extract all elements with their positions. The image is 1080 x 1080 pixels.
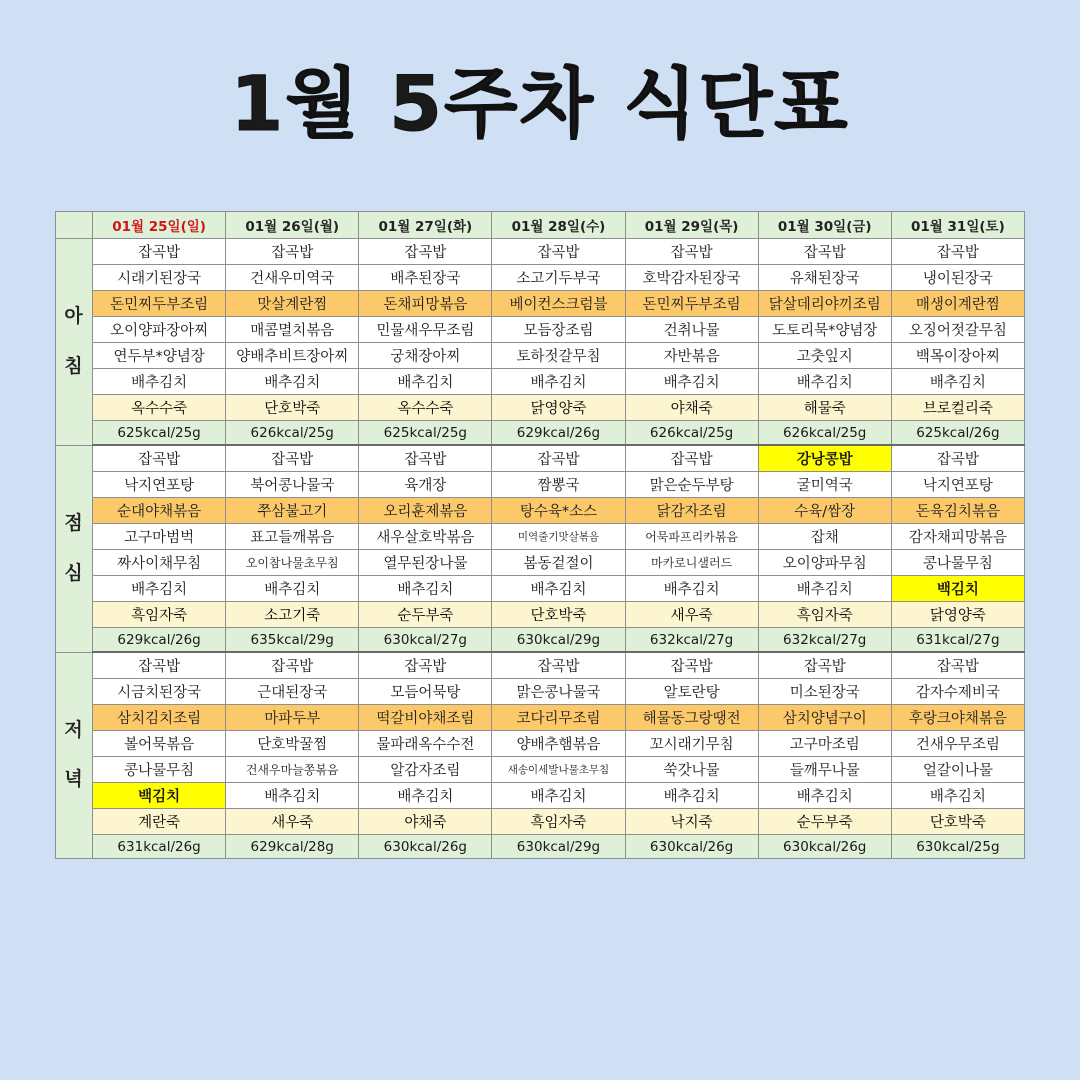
- meal-label-3: 저 녁: [56, 652, 93, 859]
- menu-cell: 오리훈제볶음: [359, 498, 492, 524]
- table-row: [56, 652, 1025, 679]
- table-row: [56, 576, 1025, 602]
- menu-cell: 돈채피망볶음: [359, 291, 492, 317]
- menu-cell: 배추김치: [492, 576, 625, 602]
- menu-cell: 순대야채볶음: [93, 498, 226, 524]
- menu-cell: 흑임자죽: [492, 809, 625, 835]
- menu-cell: 626kcal/25g: [758, 421, 891, 446]
- menu-cell: 배추김치: [93, 369, 226, 395]
- menu-cell: 옥수수죽: [93, 395, 226, 421]
- menu-cell: 닭감자조림: [625, 498, 758, 524]
- menu-cell: 629kcal/26g: [93, 628, 226, 653]
- menu-cell: 근대된장국: [226, 679, 359, 705]
- menu-cell: 잡곡밥: [226, 652, 359, 679]
- menu-cell: 시래기된장국: [93, 265, 226, 291]
- table-row: [56, 705, 1025, 731]
- menu-cell: 미역줄기맛살볶음: [492, 524, 625, 550]
- menu-cell: 순두부죽: [758, 809, 891, 835]
- menu-cell: 단호박죽: [492, 602, 625, 628]
- menu-cell: 해물죽: [758, 395, 891, 421]
- menu-cell: 북어콩나물국: [226, 472, 359, 498]
- menu-cell: 630kcal/29g: [492, 628, 625, 653]
- table-row: [56, 731, 1025, 757]
- menu-cell: 새우죽: [226, 809, 359, 835]
- menu-cell: 마카로니샐러드: [625, 550, 758, 576]
- table-row: [56, 291, 1025, 317]
- table-row: [56, 472, 1025, 498]
- menu-cell: 닭살데리야끼조림: [758, 291, 891, 317]
- menu-cell: 배추김치: [226, 783, 359, 809]
- menu-cell: 배추김치: [492, 783, 625, 809]
- menu-cell: 630kcal/26g: [359, 835, 492, 859]
- menu-cell: 630kcal/29g: [492, 835, 625, 859]
- menu-cell: 코다리무조림: [492, 705, 625, 731]
- menu-cell: 양배추비트장아찌: [226, 343, 359, 369]
- table-row: [56, 550, 1025, 576]
- meal-label-2: 점 심: [56, 445, 93, 652]
- menu-cell: 후랑크야채볶음: [891, 705, 1024, 731]
- menu-cell: 배추김치: [758, 369, 891, 395]
- menu-cell: 굴미역국: [758, 472, 891, 498]
- menu-cell: 모듬어묵탕: [359, 679, 492, 705]
- menu-cell: 새우죽: [625, 602, 758, 628]
- menu-cell: 배추김치: [891, 369, 1024, 395]
- table-row: [56, 343, 1025, 369]
- menu-cell: 건새우미역국: [226, 265, 359, 291]
- menu-cell: 잡곡밥: [226, 445, 359, 472]
- menu-cell: 631kcal/26g: [93, 835, 226, 859]
- menu-cell: 잡곡밥: [891, 445, 1024, 472]
- menu-table-wrap: [55, 211, 1025, 859]
- menu-cell: 열무된장나물: [359, 550, 492, 576]
- menu-cell: 얼갈이나물: [891, 757, 1024, 783]
- header-day-6: 01월 30일(금): [758, 212, 891, 239]
- table-row: [56, 421, 1025, 446]
- menu-cell: 삼치양념구이: [758, 705, 891, 731]
- menu-cell: 625kcal/25g: [359, 421, 492, 446]
- weekly-menu-table: [55, 211, 1025, 859]
- menu-cell: 잡곡밥: [492, 239, 625, 265]
- menu-cell: 해물동그랑땡전: [625, 705, 758, 731]
- table-row: [56, 679, 1025, 705]
- menu-cell: 시금치된장국: [93, 679, 226, 705]
- menu-cell: 배추김치: [226, 576, 359, 602]
- menu-cell: 연두부*양념장: [93, 343, 226, 369]
- menu-cell: 감자채피망볶음: [891, 524, 1024, 550]
- menu-cell: 돈육김치볶음: [891, 498, 1024, 524]
- menu-cell: 브로컬리죽: [891, 395, 1024, 421]
- menu-cell: 매생이계란찜: [891, 291, 1024, 317]
- menu-cell: 순두부죽: [359, 602, 492, 628]
- menu-cell: 강낭콩밥: [758, 445, 891, 472]
- header-corner: [56, 212, 93, 239]
- menu-cell: 닭영양죽: [891, 602, 1024, 628]
- page-title: 1월 5주차 식단표: [230, 59, 850, 148]
- header-day-4: 01월 28일(수): [492, 212, 625, 239]
- menu-cell: 유채된장국: [758, 265, 891, 291]
- menu-cell: 632kcal/27g: [625, 628, 758, 653]
- menu-cell: 민물새우무조림: [359, 317, 492, 343]
- menu-cell: 맑은순두부탕: [625, 472, 758, 498]
- menu-cell: 잡곡밥: [359, 239, 492, 265]
- menu-cell: 소고기죽: [226, 602, 359, 628]
- menu-cell: 625kcal/25g: [93, 421, 226, 446]
- menu-cell: 백김치: [891, 576, 1024, 602]
- menu-cell: 흑임자죽: [93, 602, 226, 628]
- menu-cell: 계란죽: [93, 809, 226, 835]
- menu-cell: 표고들깨볶음: [226, 524, 359, 550]
- menu-cell: 배추김치: [359, 783, 492, 809]
- menu-cell: 오징어젓갈무침: [891, 317, 1024, 343]
- menu-cell: 잡곡밥: [226, 239, 359, 265]
- menu-cell: 알토란탕: [625, 679, 758, 705]
- menu-cell: 건새우마늘쫑볶음: [226, 757, 359, 783]
- menu-cell: 맑은콩나물국: [492, 679, 625, 705]
- menu-cell: 잡곡밥: [359, 445, 492, 472]
- menu-cell: 돈민찌두부조림: [625, 291, 758, 317]
- menu-cell: 옥수수죽: [359, 395, 492, 421]
- header-day-7: 01월 31일(토): [891, 212, 1024, 239]
- menu-cell: 떡갈비야채조림: [359, 705, 492, 731]
- menu-cell: 고구마조림: [758, 731, 891, 757]
- menu-cell: 잡곡밥: [891, 652, 1024, 679]
- menu-cell: 단호박죽: [891, 809, 1024, 835]
- menu-cell: 잡곡밥: [625, 239, 758, 265]
- menu-cell: 쑥갓나물: [625, 757, 758, 783]
- menu-cell: 흑임자죽: [758, 602, 891, 628]
- menu-cell: 마파두부: [226, 705, 359, 731]
- table-row: [56, 835, 1025, 859]
- menu-cell: 630kcal/26g: [625, 835, 758, 859]
- menu-cell: 탕수육*소스: [492, 498, 625, 524]
- menu-cell: 잡곡밥: [758, 239, 891, 265]
- menu-cell: 자반볶음: [625, 343, 758, 369]
- menu-cell: 배추김치: [359, 576, 492, 602]
- header-day-3: 01월 27일(화): [359, 212, 492, 239]
- menu-cell: 야채죽: [359, 809, 492, 835]
- menu-cell: 소고기두부국: [492, 265, 625, 291]
- menu-cell: 미소된장국: [758, 679, 891, 705]
- table-row: [56, 757, 1025, 783]
- menu-cell: 물파래옥수수전: [359, 731, 492, 757]
- header-day-1: 01월 25일(일): [93, 212, 226, 239]
- menu-cell: 육개장: [359, 472, 492, 498]
- menu-cell: 잡곡밥: [93, 239, 226, 265]
- table-row: [56, 809, 1025, 835]
- menu-cell: 짬뽕국: [492, 472, 625, 498]
- menu-cell: 매콤멸치볶음: [226, 317, 359, 343]
- menu-cell: 베이컨스크럼블: [492, 291, 625, 317]
- menu-cell: 낙지연포탕: [93, 472, 226, 498]
- menu-cell: 볼어묵볶음: [93, 731, 226, 757]
- table-row: [56, 265, 1025, 291]
- menu-cell: 삼치김치조림: [93, 705, 226, 731]
- header-day-2: 01월 26일(월): [226, 212, 359, 239]
- menu-cell: 잡곡밥: [93, 652, 226, 679]
- menu-cell: 잡곡밥: [492, 445, 625, 472]
- menu-cell: 돈민찌두부조림: [93, 291, 226, 317]
- table-row: [56, 239, 1025, 265]
- menu-cell: 배추김치: [758, 783, 891, 809]
- menu-cell: 수육/쌈장: [758, 498, 891, 524]
- menu-cell: 건새우무조림: [891, 731, 1024, 757]
- menu-cell: 626kcal/25g: [226, 421, 359, 446]
- menu-cell: 백목이장아찌: [891, 343, 1024, 369]
- header-day-5: 01월 29일(목): [625, 212, 758, 239]
- menu-cell: 알감자조림: [359, 757, 492, 783]
- menu-cell: 배추김치: [93, 576, 226, 602]
- table-row: [56, 628, 1025, 653]
- menu-cell: 도토리묵*양념장: [758, 317, 891, 343]
- menu-cell: 꼬시래기무침: [625, 731, 758, 757]
- menu-cell: 배추김치: [625, 576, 758, 602]
- menu-cell: 들깨무나물: [758, 757, 891, 783]
- menu-cell: 잡곡밥: [625, 445, 758, 472]
- menu-cell: 야채죽: [625, 395, 758, 421]
- menu-cell: 잡곡밥: [93, 445, 226, 472]
- menu-cell: 629kcal/26g: [492, 421, 625, 446]
- table-row: [56, 783, 1025, 809]
- menu-cell: 잡곡밥: [891, 239, 1024, 265]
- menu-cell: 630kcal/25g: [891, 835, 1024, 859]
- menu-cell: 닭영양죽: [492, 395, 625, 421]
- menu-cell: 궁채장아찌: [359, 343, 492, 369]
- menu-cell: 단호박죽: [226, 395, 359, 421]
- menu-cell: 건취나물: [625, 317, 758, 343]
- menu-cell: 냉이된장국: [891, 265, 1024, 291]
- menu-cell: 632kcal/27g: [758, 628, 891, 653]
- menu-cell: 새송이세발나물초무침: [492, 757, 625, 783]
- menu-cell: 배추김치: [758, 576, 891, 602]
- table-row: [56, 524, 1025, 550]
- menu-cell: 배추김치: [625, 783, 758, 809]
- menu-cell: 배추김치: [226, 369, 359, 395]
- menu-cell: 잡곡밥: [359, 652, 492, 679]
- table-header: [56, 212, 1025, 239]
- menu-cell: 배추된장국: [359, 265, 492, 291]
- menu-cell: 오이양파무침: [758, 550, 891, 576]
- header-row: [56, 212, 1025, 239]
- menu-cell: 잡채: [758, 524, 891, 550]
- table-row: [56, 395, 1025, 421]
- menu-cell: 635kcal/29g: [226, 628, 359, 653]
- menu-cell: 629kcal/28g: [226, 835, 359, 859]
- menu-cell: 콩나물무침: [891, 550, 1024, 576]
- table-row: [56, 498, 1025, 524]
- menu-cell: 모듬장조림: [492, 317, 625, 343]
- menu-cell: 625kcal/26g: [891, 421, 1024, 446]
- menu-cell: 오이양파장아찌: [93, 317, 226, 343]
- table-row: [56, 369, 1025, 395]
- table-row: [56, 317, 1025, 343]
- menu-cell: 백김치: [93, 783, 226, 809]
- menu-cell: 단호박꿀찜: [226, 731, 359, 757]
- menu-cell: 626kcal/25g: [625, 421, 758, 446]
- menu-cell: 631kcal/27g: [891, 628, 1024, 653]
- menu-cell: 토하젓갈무침: [492, 343, 625, 369]
- menu-cell: 짜사이채무침: [93, 550, 226, 576]
- menu-cell: 새우살호박볶음: [359, 524, 492, 550]
- meal-label-1: 아 침: [56, 239, 93, 446]
- menu-cell: 낙지죽: [625, 809, 758, 835]
- menu-cell: 배추김치: [492, 369, 625, 395]
- menu-cell: 맛살계란찜: [226, 291, 359, 317]
- menu-cell: 봄동겉절이: [492, 550, 625, 576]
- menu-cell: 배추김치: [359, 369, 492, 395]
- menu-cell: 오이참나물초무침: [226, 550, 359, 576]
- table-body: [56, 239, 1025, 859]
- menu-cell: 감자수제비국: [891, 679, 1024, 705]
- menu-cell: 낙지연포탕: [891, 472, 1024, 498]
- menu-cell: 배추김치: [891, 783, 1024, 809]
- menu-cell: 고춧잎지: [758, 343, 891, 369]
- table-row: [56, 602, 1025, 628]
- menu-cell: 고구마범벅: [93, 524, 226, 550]
- menu-cell: 잡곡밥: [625, 652, 758, 679]
- menu-cell: 배추김치: [625, 369, 758, 395]
- table-row: [56, 445, 1025, 472]
- menu-cell: 쭈삼불고기: [226, 498, 359, 524]
- menu-cell: 630kcal/27g: [359, 628, 492, 653]
- menu-cell: 콩나물무침: [93, 757, 226, 783]
- menu-cell: 양배추햄볶음: [492, 731, 625, 757]
- menu-cell: 잡곡밥: [758, 652, 891, 679]
- menu-cell: 630kcal/26g: [758, 835, 891, 859]
- menu-cell: 잡곡밥: [492, 652, 625, 679]
- menu-cell: 어묵파프리카볶음: [625, 524, 758, 550]
- menu-cell: 호박감자된장국: [625, 265, 758, 291]
